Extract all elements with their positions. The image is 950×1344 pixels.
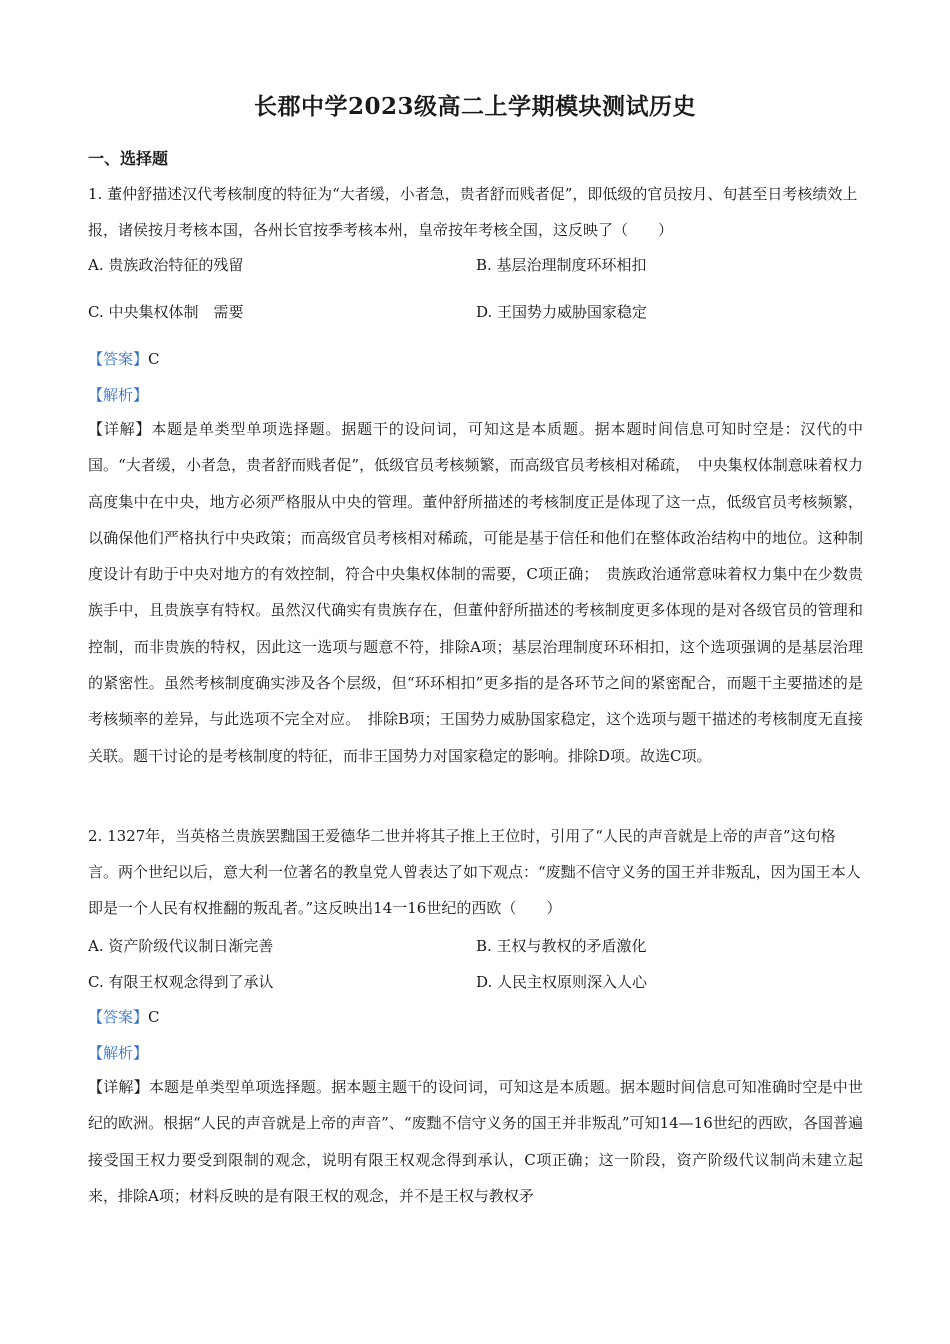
question-2-stem: 2. 1327年，当英格兰贵族罢黜国王爱德华二世并将其子推上王位时，引用了“人民的声音就是上帝的声音”这句格言。两个世纪以后，意大利一位著名的教皇党人曾表达了如下观点：“废黜不信守义务的国王并非叛乱，因为国王本人即是一个人民有权推翻的叛乱者。”这反映出14一16世纪的西欧（ ）: [88, 827, 861, 917]
q1-detail: [88, 411, 863, 774]
section-heading: 一、选择题: [88, 149, 169, 168]
q2-answer: [88, 1006, 160, 1027]
q2-analysis: [88, 1042, 148, 1063]
question-1-stem: 1. 董仲舒描述汉代考核制度的特征为“大者缓，小者急，贵者舒而贱者促”，即低级的官员按月、旬甚至日考核绩效上报，诸侯按月考核本国，各州长官按季考核本州，皇帝按年考核全国，这反映了（ ）: [88, 185, 858, 239]
q2-option-c: C. 有限王权观念得到了承认: [88, 973, 274, 991]
analysis-label: 【解析】: [88, 386, 149, 404]
detail-label: 【详解】: [88, 1078, 149, 1096]
q2-detail-text: 本题是单类型单项选择题。据本题主题干的设问词，可知这是本质题。据本题时间信息可知准确时空是中世纪的欧洲。根据“人民的声音就是上帝的声音”、“废黜不信守义务的国王并非叛乱”可知14—16世纪的西欧，各国普遍接受国王权力要受到限制的观念，说明有限王权观念得到承认，C项正确；这一阶段，资产阶级代议制尚未建立起来，排除A项；材料反映的是有限王权的观念，并不是王权与教权矛: [88, 1078, 863, 1205]
q1-detail-text: 本题是单类型单项选择题。据题干的设问词，可知这是本质题。据本题时间信息可知时空是：汉代的中国。“大者缓，小者急，贵者舒而贱者促”，低级官员考核频繁，而高级官员考核相对稀疏， 中央集权体制意味着权力高度集中在中央，地方必须严格服从中央的管理。董仲舒所描述的考核制度正是体现了这一点，低级官员考核频繁，以确保他们严格执行中央政策；而高级官员考核相对稀疏，可能是基于信任和他们在整体政治结构中的地位。这种制度设计有助于中央对地方的有效控制，符合中央集权体制的需要，C项正确； 贵族政治通常意味着权力集中在少数贵族手中，且贵族享有特权。虽然汉代确实有贵族存在，但董仲舒所描述的考核制度更多体现的是对各级官员的管理和控制，而非贵族的特权，因此这一选项与题意不符，排除A项；基层治理制度环环相扣，这个选项强调的是基层治理的紧密性。虽然考核制度确实涉及各个层级，但“环环相扣”更多指的是各环节之间的紧密配合，而题干主要描述的是考核频率的差异，与此选项不完全对应。 排除B项；王国势力威胁国家稳定，这个选项与题干描述的考核制度无直接关联。题干讨论的是考核制度的特征，而非王国势力对国家稳定的影响。排除D项。故选C项。: [88, 420, 863, 765]
q1-option-b: B. 基层治理制度环环相扣: [476, 256, 647, 274]
q2-option-d: D. 人民主权原则深入人心: [476, 973, 648, 991]
page-title: 长郡中学2023级高二上学期模块测试历史: [253, 93, 696, 120]
q1-analysis: [88, 384, 148, 405]
q1-option-a: A. 贵族政治特征的残留: [88, 256, 244, 274]
q2-answer-value: C: [148, 1008, 160, 1026]
q2-option-b: B. 王权与教权的矛盾激化: [476, 937, 647, 955]
q1-option-c: C. 中央集权体制 需要: [88, 303, 244, 321]
answer-label: 【答案】: [88, 1008, 149, 1026]
q2-detail: [88, 1069, 863, 1214]
answer-label: 【答案】: [88, 350, 149, 368]
q1-answer: [88, 348, 160, 369]
q1-option-d: D. 王国势力威胁国家稳定: [476, 303, 648, 321]
q1-answer-value: C: [148, 350, 160, 368]
analysis-label: 【解析】: [88, 1044, 149, 1062]
q2-option-a: A. 资产阶级代议制日渐完善: [88, 937, 274, 955]
detail-label: 【详解】: [88, 420, 152, 438]
